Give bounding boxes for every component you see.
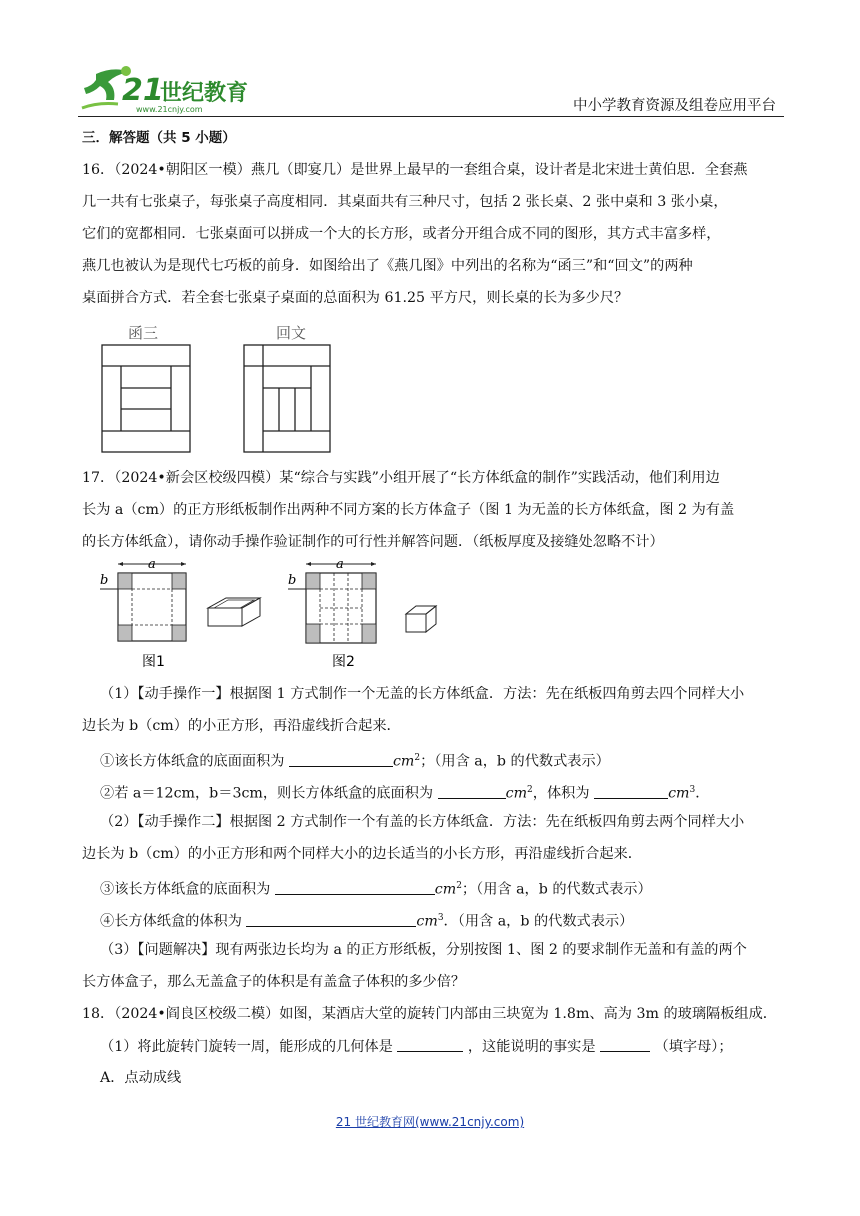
svg-text:www.21cnjy.com: www.21cnjy.com: [136, 105, 203, 114]
q16-line-2: 几一共有七张桌子，每张桌子高度相同．其桌面共有三种尺寸，包括 2 张长桌、2 张中桌和 3 张小桌，: [82, 194, 728, 210]
answer-blank-3[interactable]: [594, 783, 668, 799]
answer-blank-1[interactable]: [289, 751, 393, 767]
svg-text:21: 21: [122, 73, 164, 108]
page-header: [78, 62, 780, 118]
fig-label-hansan: 函三: [128, 324, 159, 342]
fig1-dim-b: b: [100, 573, 109, 588]
hansan-diagram: [102, 345, 190, 452]
logo-21cnjy: [78, 64, 258, 118]
fig1-dim-a: a: [148, 557, 156, 572]
q17-part1-line-1: （1）【动手操作一】根据图 1 方式制作一个无盖的长方体纸盒．方法：先在纸板四角剪去四个同样大小: [100, 686, 745, 702]
q17-figure: [96, 556, 446, 670]
q17-part1-line-2: 边长为 b（cm）的小正方形，再沿虚线折合起来．: [82, 718, 401, 734]
fig1-label: 图1: [142, 654, 165, 670]
q17-item-4: ④长方体纸盒的体积为 $cm^3$．（用含 a，b 的代数式表示）: [100, 908, 633, 932]
svg-text:世纪教育: 世纪教育: [160, 81, 249, 106]
answer-blank-4[interactable]: [275, 879, 435, 895]
fig-label-huiwen: 回文: [276, 324, 307, 342]
q17-item-3: ③该长方体纸盒的底面积为 $cm^2$；（用含 a，b 的代数式表示）: [100, 876, 652, 900]
fig2-dim-a: a: [336, 557, 344, 572]
answer-blank-6[interactable]: [397, 1036, 463, 1052]
fig2-net: [288, 557, 376, 643]
header-rule: [78, 116, 784, 117]
fig2-dim-b: b: [288, 573, 297, 588]
fig1-box: [208, 598, 260, 626]
q18-option-a: A．点动成线: [100, 1070, 182, 1086]
platform-name: 中小学教育资源及组卷应用平台: [573, 98, 776, 114]
footer-link[interactable]: 21 世纪教育网(www.21cnjy.com): [335, 1115, 525, 1129]
q18-line-2: （1）将此旋转门旋转一周，能形成的几何体是 ，这能说明的事实是 （填字母）；: [100, 1036, 733, 1057]
q17-line-2: 长为 a（cm）的正方形纸板制作出两种不同方案的长方体盒子（图 1 为无盖的长方体纸盒，图 2 为有盖: [82, 502, 735, 518]
q16-line-1: 16．（2024•朝阳区一模）燕几（即宴几）是世界上最早的一套组合桌，设计者是北宋进士黄伯思．全套燕: [82, 162, 748, 178]
q16-line-4: 燕几也被认为是现代七巧板的前身．如图给出了《燕几图》中列出的名称为“函三”和“回文”的两种: [82, 258, 693, 274]
q17-part2-line-1: （2）【动手操作二】根据图 2 方式制作一个有盖的长方体纸盒．方法：先在纸板四角剪去两个同样大小: [100, 814, 745, 830]
q16-figure: [96, 320, 346, 458]
fig2-label: 图2: [332, 654, 355, 670]
fig1-net: [100, 557, 186, 641]
q16-line-5: 桌面拼合方式．若全套七张桌子桌面的总面积为 61.25 平方尺，则长桌的长为多少尺？: [82, 290, 629, 306]
q17-part3-line-1: （3）【问题解决】现有两张边长均为 a 的正方形纸板，分别按图 1、图 2 的要求制作无盖和有盖的两个: [100, 942, 747, 958]
section-title: 三．解答题（共 5 小题）: [82, 130, 236, 146]
q17-part3-line-2: 长方体盒子，那么无盖盒子的体积是有盖盒子体积的多少倍？: [82, 974, 466, 990]
q18-line-1: 18．（2024•阎良区校级二模）如图，某酒店大堂的旋转门内部由三块宽为 1.8m、高为 3m 的玻璃隔板组成．: [82, 1006, 777, 1022]
q16-line-3: 它们的宽都相同．七张桌面可以拼成一个大的长方形，或者分开组合成不同的图形，其方式丰富多样，: [82, 226, 721, 242]
q17-item-2: ②若 a＝12cm，b＝3cm，则长方体纸盒的底面积为 $cm^2$，体积为 $cm^3$．: [100, 780, 709, 804]
q17-item-1: ①该长方体纸盒的底面面积为 $cm^2$；（用含 a，b 的代数式表示）: [100, 748, 610, 772]
huiwen-diagram: [244, 345, 330, 452]
answer-blank-7[interactable]: [600, 1036, 650, 1052]
answer-blank-2[interactable]: [438, 783, 506, 799]
q17-line-3: 的长方体纸盒），请你动手操作验证制作的可行性并解答问题．（纸板厚度及接缝处忽略不计）: [82, 534, 664, 550]
q17-part2-line-2: 边长为 b（cm）的小正方形和两个同样大小的边长适当的小长方形，再沿虚线折合起来．: [82, 846, 642, 862]
answer-blank-5[interactable]: [246, 911, 416, 927]
q17-line-1: 17．（2024•新会区校级四模）某“综合与实践”小组开展了“长方体纸盒的制作”实践活动，他们利用边: [82, 470, 720, 486]
fig2-box: [406, 606, 436, 632]
